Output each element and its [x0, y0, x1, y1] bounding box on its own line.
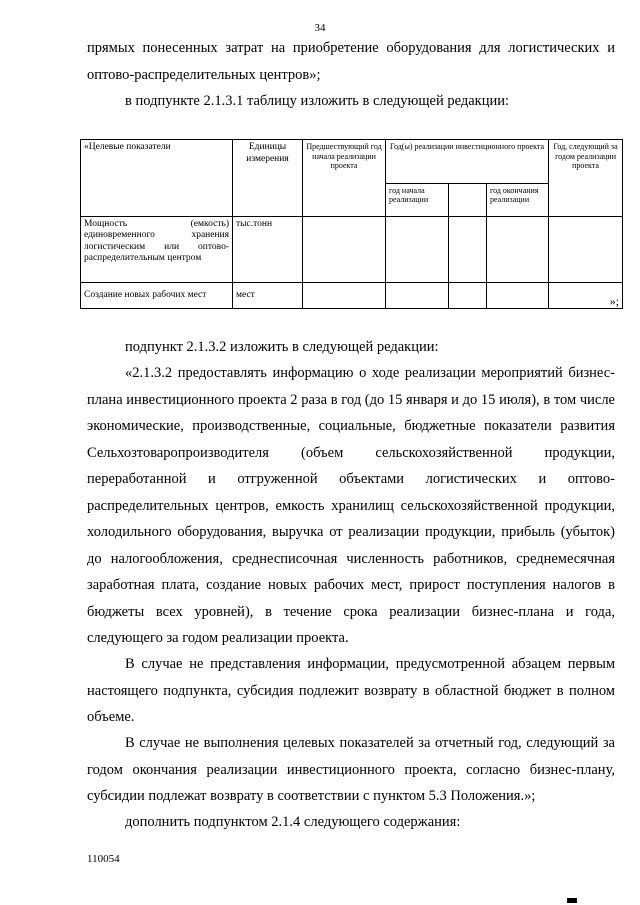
header-next-year: Год, следующий за годом реализации проекта	[549, 140, 623, 217]
paragraph-intro: прямых понесенных затрат на приобретение оборудования для логистических и оптово-распределительных центров»;	[87, 40, 615, 83]
row-indicator-line: Мощность (емкость)	[84, 218, 229, 229]
row-indicator-line: распределительным центром	[84, 253, 202, 264]
header-units: Единицы измерения	[233, 140, 303, 217]
table-cell	[487, 216, 549, 282]
row-unit: мест	[233, 282, 303, 308]
table-row	[81, 216, 623, 282]
header-indicators: «Целевые показатели	[81, 140, 233, 217]
table-cell	[386, 216, 449, 282]
table-cell	[549, 282, 623, 308]
target-indicators-table	[80, 139, 623, 309]
row-indicator	[81, 216, 233, 282]
quote-close-mark: »;	[609, 293, 620, 308]
header-prev-year: Предшествующий год начала реализации проекта	[303, 140, 386, 217]
table-row	[81, 282, 623, 308]
table-cell	[303, 216, 386, 282]
paragraph-table-instruction: в подпункте 2.1.3.1 таблицу изложить в следующей редакции:	[125, 93, 510, 109]
row-indicator: Создание новых рабочих мест	[81, 282, 233, 308]
paragraph-no-targets: В случае не выполнения целевых показателей за отчетный год, следующий за годом окончания реализации инвестиционного проекта, согласно бизнес-плану, субсидии подлежат возврату в соответствии с пунктом 5.3 Положения.»;	[87, 735, 615, 804]
document-code: 110054	[87, 853, 120, 865]
table-cell	[303, 282, 386, 308]
header-end-year: год окончания реализации	[487, 183, 549, 216]
row-unit: тыс.тонн	[233, 216, 303, 282]
paragraph-subitem-text: «2.1.3.2 предоставлять информацию о ходе реализации мероприятий бизнес-плана инвестиционного проекта 2 раза в год (до 15 января и до 15 июля), в том числе экономические, производственные, социальные, бюджетные показатели развития Сельхозтоваропроизводителя (объем сельскохозяйственной продукции, переработанной и отгруженной объектами логистических и оптово-распределительных центров, емкость хранилищ сельскохозяйственной продукции, холодильного оборудования, выручка от реализации продукции, прибыль (убыток) до налогообложения, среднесписочная численность работников, среднемесячная заработная плата, создание новых рабочих мест, прирост поступления налогов в бюджеты всех уровней), в течение срока реализации бизнес-плана и года, следующего за годом реализации проекта.	[87, 365, 615, 646]
header-empty-cell	[449, 183, 487, 216]
row-indicator-line: единовременного хранения	[84, 230, 229, 241]
paragraph-no-info: В случае не представления информации, предусмотренной абзацем первым настоящего подпункта, субсидия подлежит возврату в областной бюджет в полном объеме.	[87, 656, 615, 725]
paragraph-add-subitem: дополнить подпунктом 2.1.4 следующего содержания:	[125, 814, 461, 830]
paragraph-subitem-instruction: подпункт 2.1.3.2 изложить в следующей редакции:	[125, 339, 439, 355]
header-start-year: год начала реализации	[386, 183, 449, 216]
table-cell	[449, 282, 487, 308]
table-cell	[449, 216, 487, 282]
table-cell	[549, 216, 623, 282]
row-indicator-line: логистическим или оптово-	[84, 241, 229, 252]
page-number: 34	[314, 22, 326, 34]
table-cell	[487, 282, 549, 308]
header-impl-years: Год(ы) реализации инвестиционного проекта	[386, 140, 549, 184]
corner-mark	[567, 898, 577, 903]
table-cell	[386, 282, 449, 308]
